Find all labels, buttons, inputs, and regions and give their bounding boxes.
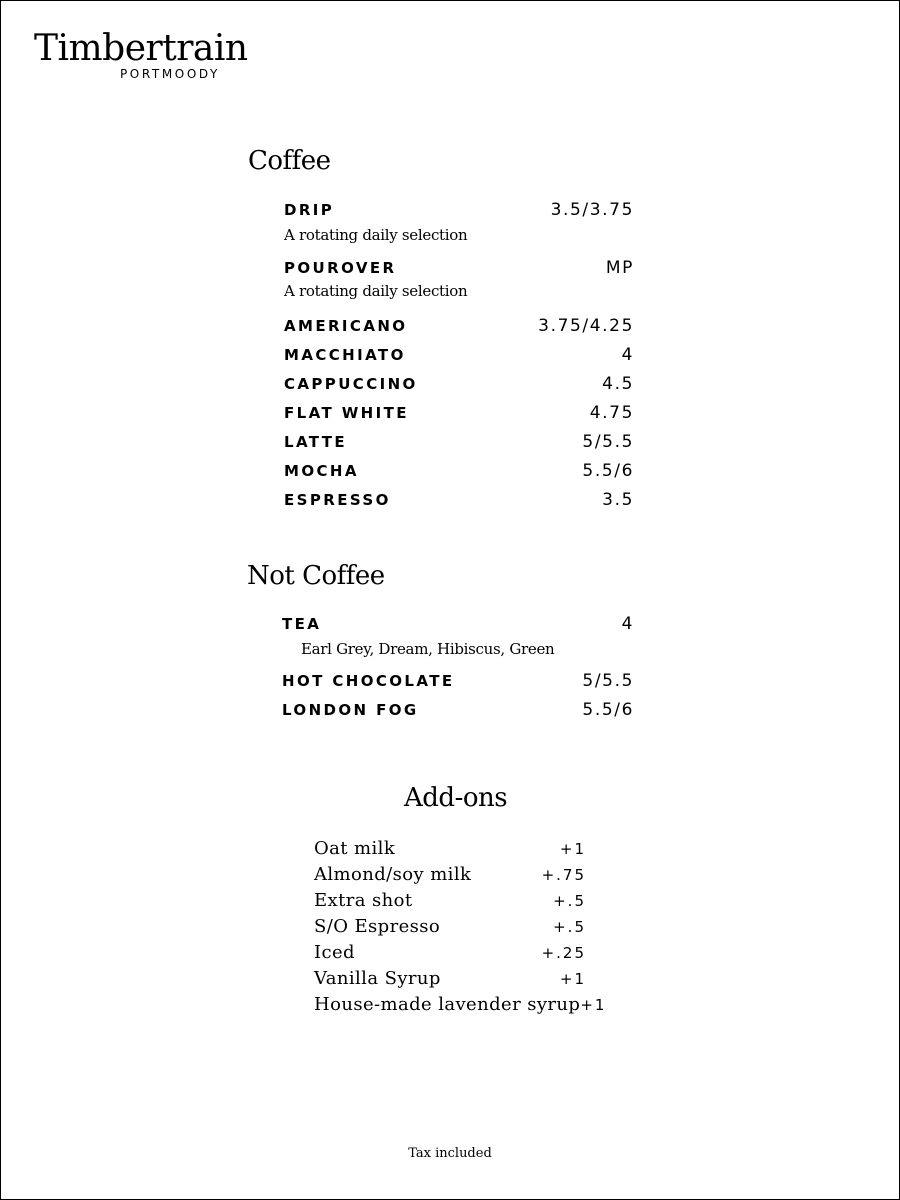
item-name: LONDON FOG — [282, 701, 419, 719]
addon-name: Oat milk — [314, 838, 396, 859]
menu-item-americano — [284, 316, 634, 340]
item-name: TEA — [282, 615, 322, 633]
addon-price: +.5 — [553, 892, 586, 910]
brand-location: PORTMOODY — [119, 67, 220, 81]
item-price: 3.5 — [602, 490, 634, 510]
menu-item-latte — [284, 432, 634, 456]
addon-price: +.75 — [541, 866, 586, 884]
item-price: 4 — [621, 345, 634, 365]
addon-name: House-made lavender syrup — [314, 994, 581, 1015]
addon-price: +1 — [580, 996, 607, 1014]
item-price: 5/5.5 — [582, 432, 634, 452]
menu-item-espresso — [284, 490, 634, 514]
menu-item-london-fog — [282, 700, 634, 724]
addon-item-iced — [314, 942, 586, 968]
item-name: HOT CHOCOLATE — [282, 672, 455, 690]
item-price: 5.5/6 — [582, 700, 634, 720]
item-name: FLAT WHITE — [284, 404, 409, 422]
item-price: 3.75/4.25 — [538, 316, 634, 336]
addon-price: +1 — [559, 840, 586, 858]
item-price: 3.5/3.75 — [550, 200, 634, 220]
not-coffee-heading: Not Coffee — [247, 561, 385, 591]
item-name: ESPRESSO — [284, 491, 391, 509]
item-price: 5/5.5 — [582, 671, 634, 691]
item-name: MOCHA — [284, 462, 359, 480]
item-price: 4 — [621, 614, 634, 634]
menu-item-flat-white — [284, 403, 634, 427]
addon-name: S/O Espresso — [314, 916, 441, 937]
menu-item-pourover — [284, 258, 634, 282]
menu-item-tea — [282, 614, 634, 638]
menu-item-hot-chocolate — [282, 671, 634, 695]
item-price: 4.75 — [589, 403, 634, 423]
coffee-heading: Coffee — [248, 146, 331, 176]
item-price: MP — [605, 258, 634, 278]
addon-item-extra-shot — [314, 890, 586, 916]
brand-logo — [34, 27, 248, 81]
menu-item-macchiato — [284, 345, 634, 369]
addon-name: Vanilla Syrup — [314, 968, 441, 989]
addon-name: Almond/soy milk — [314, 864, 472, 885]
addon-item-lavender-syrup — [314, 994, 607, 1020]
tax-note: Tax included — [408, 1146, 492, 1161]
addon-item-so-espresso — [314, 916, 586, 942]
menu-item-cappuccino — [284, 374, 634, 398]
addon-item-oat-milk — [314, 838, 586, 864]
item-name: DRIP — [284, 201, 335, 219]
item-description: A rotating daily selection — [284, 226, 468, 244]
addon-item-vanilla-syrup — [314, 968, 586, 994]
item-name: AMERICANO — [284, 317, 408, 335]
item-description: A rotating daily selection — [284, 282, 468, 300]
item-price: 5.5/6 — [582, 461, 634, 481]
addons-heading: Add-ons — [404, 783, 508, 813]
item-description: Earl Grey, Dream, Hibiscus, Green — [301, 640, 555, 658]
menu-item-drip — [284, 200, 634, 224]
item-name: LATTE — [284, 433, 348, 451]
addon-price: +1 — [559, 970, 586, 988]
addon-price: +.25 — [541, 944, 586, 962]
item-name: POUROVER — [284, 259, 397, 277]
addon-name: Extra shot — [314, 890, 413, 911]
addon-price: +.5 — [553, 918, 586, 936]
item-name: MACCHIATO — [284, 346, 406, 364]
menu-item-mocha — [284, 461, 634, 485]
item-name: CAPPUCCINO — [284, 375, 418, 393]
addon-item-almond-soy-milk — [314, 864, 586, 890]
item-price: 4.5 — [602, 374, 634, 394]
addon-name: Iced — [314, 942, 355, 963]
brand-name: Timbertrain — [34, 28, 248, 69]
